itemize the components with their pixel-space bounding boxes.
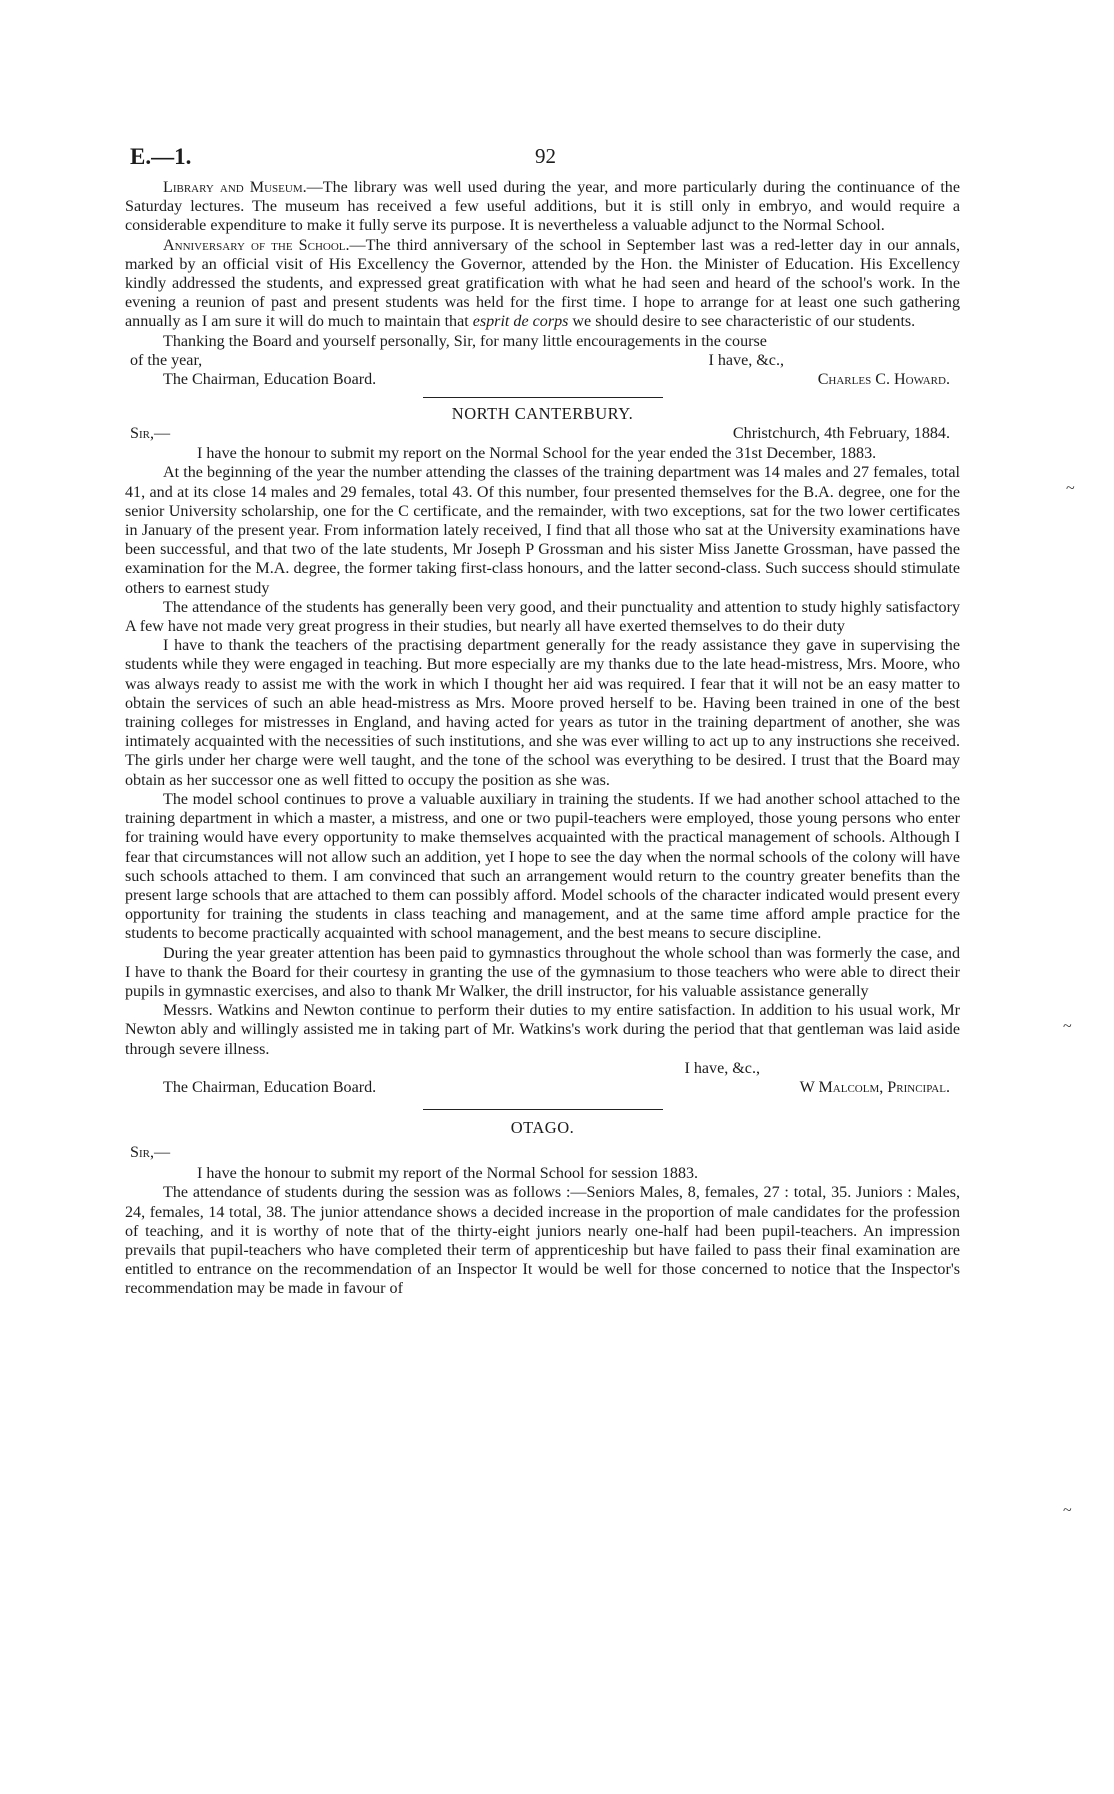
anniversary-paragraph (125, 236, 960, 332)
anniversary-text-end: we should desire to see characteristic of our students. (568, 313, 916, 331)
anniversary-text: —The third anniversary of the school in September last was a red-letter day in our annals, marked by an official visit of His Excellency the Governor, attended by the Hon. the Minister of Education. His Excellency kindly addressed the students, and expressed great gratification with what he had seen and heard of the school's work. In the evening a reunion of past and present students was held for the first time. I hope to arrange for at least one such gathering annually as I am sure it will do much to maintain that (125, 236, 960, 331)
anniversary-italic: esprit de corps (472, 313, 569, 331)
margin-mark: ~ (1066, 480, 1075, 497)
body-paragraph: Messrs. Watkins and Newton continue to perform their duties to my entire satisfaction. In addition to his usual work, Mr Newton ably and willingly assisted me in taking part of Mr. Watkins's work during the period that that gentleman was laid aside through severe illness. (125, 1002, 960, 1058)
letter-date: Christchurch, 4th February, 1884. (732, 425, 950, 443)
signature: Charles C. Howard. (817, 371, 950, 389)
body-paragraph: The model school continues to prove a valuable auxiliary in training the students. If we had another school attached to the training department in which a master, a mistress, and one or two pupil-teachers were employed, those young persons who enter for training would have every opportunity to make themselves acquainted with the practical management of schools. Although I fear that circumstances will not allow such an addition, yet I hope to see the day when the normal schools of the colony will have such schools attached to them. I am convinced that such an arrangement would return to the country greater benefits than the present large schools that are attached to them can possibly afford. Model schools of the character indicated would present every opportunity for training the students in class teaching and management, and at the same time afford ample practice for the students to become practically acquainted with school management, and the best means to secure discipline. (125, 790, 960, 943)
closing: I have, &c., (684, 1059, 760, 1077)
addressee: The Chairman, Education Board. (163, 1078, 377, 1096)
page-header (125, 144, 960, 178)
library-heading: Library and Museum. (163, 179, 307, 196)
body-paragraph: The attendance of students during the session was as follows :—Seniors Males, 8, females, 27 : total, 35. Juniors : Males, 24, females, 14 total, 38. The junior attendance shows a decided increase in the proportion of male candidates for the profession of teaching, and it is worthy of note that of the thirty-eight juniors nearly one-half had been pupil-teachers. An impression prevails that pupil-teachers who have completed their term of apprenticeship but have failed to pass their final examination are entitled to entrance on the recommendation of an Inspector It would be well for those concerned to notice that the Inspector's recommendation may be made in favour of (125, 1184, 960, 1298)
signature-row (125, 1078, 960, 1097)
salutation: Sir,— (130, 425, 171, 443)
salutation-row (125, 424, 960, 444)
thanking-left: of the year, (130, 351, 203, 369)
addressee: The Chairman, Education Board. (163, 371, 377, 389)
body-paragraph: During the year greater attention has been paid to gymnastics throughout the whole school than was formerly the case, and I have to thank the Board for their courtesy in granting the use of the gymnasium to those teachers who were able to direct their pupils in gymnastic exercises, and also to thank Mr Walker, the drill instructor, for his valuable assistance generally (125, 944, 960, 1000)
salutation: Sir,— (130, 1144, 171, 1162)
body-paragraph: I have to thank the teachers of the practising department generally for the ready assistance they gave in supervising the students while they were engaged in teaching. But more especially are my thanks due to the late head-mistress, Mrs. Moore, who was always ready to assist me with the work in which I thought her aid was required. I fear that it will not be an easy matter to obtain the services of such an able head-mistress as Mrs. Moore proved herself to be. Having been trained in one of the best training colleges for mistresses in England, and having acted for years as tutor in the training department of another, she was intimately acquainted with the necessities of such institutions, and she was ever willing to act up to any instructions she received. The girls under her charge were well taught, and the tone of the school was everything to be desired. I trust that the Board may obtain as her successor one as well fitted to occupy the position as she was. (125, 637, 960, 789)
closing-row (125, 1059, 960, 1078)
margin-mark: ~ (1063, 1502, 1072, 1519)
signature: W Malcolm, Principal. (799, 1078, 950, 1096)
body-paragraph: I have the honour to submit my report on the Normal School for the year ended the 31st December, 1883. (197, 445, 877, 463)
anniversary-heading: Anniversary of the School. (163, 236, 350, 254)
thanking-paragraph: Thanking the Board and yourself personally, Sir, for many little encouragements in the course (163, 332, 767, 350)
body-paragraph: The attendance of the students has generally been very good, and their punctuality and attention to study highly satisfactory A few have not made very great progress in their studies, but nearly all have exerted themselves to do their duty (125, 598, 960, 636)
library-paragraph (125, 178, 960, 236)
body-paragraph: I have the honour to submit my report of the Normal School for session 1883. (197, 1165, 699, 1183)
thanking-right: I have, &c., (708, 351, 784, 369)
section-title-otago: OTAGO. (510, 1118, 575, 1138)
page-number: 92 (535, 144, 556, 168)
section-title-north-canterbury: NORTH CANTERBURY. (451, 404, 634, 424)
section-divider (423, 1109, 663, 1110)
margin-mark: ~ (1063, 1018, 1072, 1035)
thanking-closing-row (125, 351, 960, 370)
library-text: —The library was well used during the year, and more particularly during the continuance of the Saturday lectures. The museum has received a few useful additions, but it is still only in embryo, and would require a considerable expenditure to make it fully serve its purpose. It is nevertheless a valuable adjunct to the Normal School. (125, 179, 960, 235)
signature-row (125, 370, 960, 389)
section-divider (423, 397, 663, 398)
body-paragraph: At the beginning of the year the number attending the classes of the training department was 14 males and 27 females, total 41, and at its close 14 males and 29 females, total 43. Of this number, four presented themselves for the B.A. degree, one for the senior University scholarship, one for the C certificate, and the remainder, with two exceptions, sat for the two lower certificates in January of the present year. From information lately received, I find that all those who sat at the University examinations have been successful, and that two of the late students, Mr Joseph P Grossman and his sister Miss Janette Grossman, have passed the examination for the M.A. degree, the former taking first-class honours, and the latter second-class. Such success should stimulate others to earnest study (125, 464, 960, 597)
document-reference: E.—1. (130, 144, 192, 169)
document-page (125, 144, 960, 1299)
